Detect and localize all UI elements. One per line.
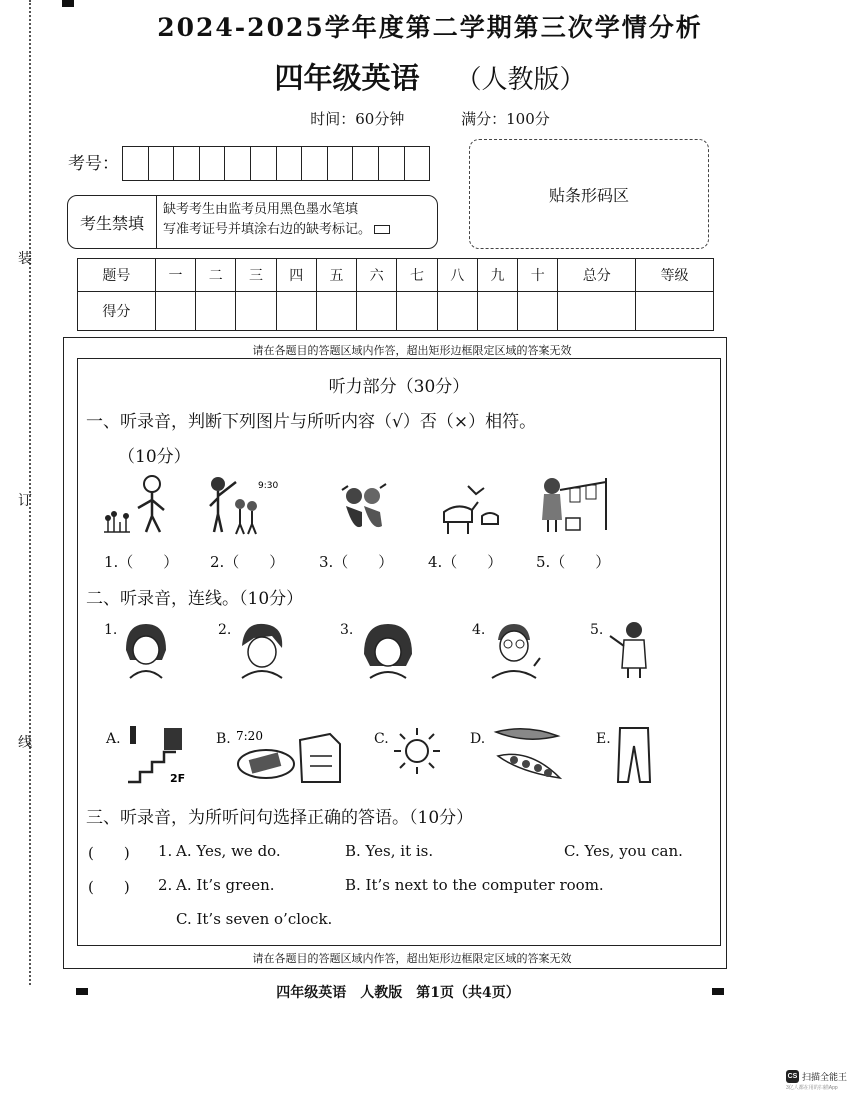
exam-id-digit-box[interactable]	[149, 147, 175, 180]
q1-clock-label: 9:30	[258, 481, 279, 491]
q2-number-2: 2.	[218, 622, 232, 638]
exam-id-digit-box[interactable]	[328, 147, 354, 180]
score-header-cell: 一	[155, 259, 195, 292]
q1-picture-3-children	[336, 482, 392, 534]
q2-letter-c: C.	[374, 731, 389, 747]
q2-choice-b-breakfast[interactable]	[236, 726, 348, 784]
scanner-watermark	[786, 1070, 847, 1083]
q3-row2-option-b[interactable]: B. It’s next to the computer room.	[345, 876, 604, 894]
answer-notice-bottom: 请在各题目的答题区域内作答，超出矩形边框限定区域的答案无效	[252, 952, 572, 965]
q1-picture-1-gardening	[100, 472, 180, 536]
q1-picture-2-clock-time	[206, 474, 290, 536]
q3-row1-number: 1.	[158, 842, 173, 860]
q2-letter-d: D.	[470, 731, 486, 747]
score-row-label: 得分	[78, 292, 156, 331]
q3-row1-option-a[interactable]: A. Yes, we do.	[176, 842, 281, 860]
q3-row1-blank[interactable]: ( )	[88, 844, 130, 862]
score-cell[interactable]	[316, 292, 356, 331]
q3-row2-option-a[interactable]: A. It’s green.	[176, 876, 275, 894]
exam-id-digit-box[interactable]	[123, 147, 149, 180]
score-header-cell: 六	[357, 259, 397, 292]
score-cell[interactable]	[397, 292, 437, 331]
exam-title: 2024-2025学年度第二学期第三次学情分析	[157, 13, 703, 42]
forbidden-line-1: 缺考考生由监考员用黑色墨水笔填	[163, 202, 359, 217]
q1-title: 一、听录音，判断下列图片与所听内容（√）否（×）相符。	[86, 412, 537, 432]
exam-id-digit-box[interactable]	[302, 147, 328, 180]
q1-answer-4[interactable]: 4.（ ）	[428, 553, 503, 571]
q2-letter-e: E.	[596, 731, 611, 747]
q2-letter-b: B.	[216, 731, 231, 747]
scanner-name: 扫描全能王	[802, 1072, 848, 1082]
candidate-forbidden-box	[67, 195, 438, 249]
exam-id-digit-box[interactable]	[353, 147, 379, 180]
binding-mark-ding: 订	[18, 493, 32, 509]
score-cell[interactable]	[276, 292, 316, 331]
q3-row1-option-c[interactable]: C. Yes, you can.	[564, 842, 683, 860]
exam-id-digit-box[interactable]	[174, 147, 200, 180]
barcode-label: 贴条形码区	[548, 185, 629, 205]
page-footer: 四年级英语 人教版 第1页（共4页）	[276, 985, 520, 1001]
score-cell[interactable]	[437, 292, 477, 331]
score-cell[interactable]	[155, 292, 195, 331]
q2-number-5: 5.	[590, 622, 604, 638]
score-table-score-row	[78, 292, 714, 331]
full-score: 满分：100分	[461, 110, 550, 128]
listening-section-title: 听力部分（30分）	[328, 377, 470, 397]
q2-picture-5-boy-pointing[interactable]	[604, 618, 656, 680]
score-cell[interactable]	[196, 292, 236, 331]
score-header-cell: 题号	[78, 259, 156, 292]
q1-answer-1[interactable]: 1.（ ）	[104, 553, 179, 571]
q3-row2-blank[interactable]: ( )	[88, 878, 130, 896]
score-table	[77, 258, 714, 331]
score-cell[interactable]	[357, 292, 397, 331]
q2-choice-e-pants[interactable]	[614, 724, 654, 786]
score-header-cell: 五	[316, 259, 356, 292]
q1-points: （10分）	[118, 447, 191, 467]
forbidden-label: 考生禁填	[68, 196, 157, 248]
exam-id-digit-box[interactable]	[200, 147, 226, 180]
exam-id-boxes[interactable]	[122, 146, 430, 181]
barcode-area	[469, 139, 709, 249]
exam-id-digit-box[interactable]	[251, 147, 277, 180]
q2-floor-label: 2F	[170, 772, 186, 785]
score-cell[interactable]	[636, 292, 714, 331]
score-header-cell: 二	[196, 259, 236, 292]
q2-picture-3-girl-smiling[interactable]	[358, 620, 418, 680]
q2-picture-4-boy-glasses[interactable]	[486, 620, 542, 680]
q3-row2-number: 2.	[158, 876, 173, 894]
q2-number-3: 3.	[340, 622, 354, 638]
forbidden-line-2: 写准考证号并填涂右边的缺考标记。	[163, 220, 390, 240]
q2-number-4: 4.	[472, 622, 486, 638]
binding-mark-xian: 线	[18, 735, 32, 751]
score-cell[interactable]	[477, 292, 517, 331]
score-cell[interactable]	[558, 292, 636, 331]
exam-id-digit-box[interactable]	[405, 147, 430, 180]
exam-id-label: 考号：	[68, 154, 119, 174]
score-header-cell: 等级	[636, 259, 714, 292]
score-cell[interactable]	[236, 292, 276, 331]
score-header-cell: 八	[437, 259, 477, 292]
q1-answer-2[interactable]: 2.（ ）	[210, 553, 285, 571]
exam-time: 时间：60分钟	[310, 110, 405, 128]
score-header-cell: 七	[397, 259, 437, 292]
exam-id-digit-box[interactable]	[277, 147, 303, 180]
subject-name: 四年级英语	[274, 61, 420, 95]
answer-notice-top: 请在各题目的答题区域内作答，超出矩形边框限定区域的答案无效	[252, 344, 572, 357]
q1-picture-5-laundry	[540, 474, 612, 534]
q3-row3-option-c[interactable]: C. It’s seven o’clock.	[176, 910, 333, 928]
exam-id-digit-box[interactable]	[379, 147, 405, 180]
score-header-cell: 九	[477, 259, 517, 292]
q2-picture-2-boy[interactable]	[232, 620, 292, 680]
q3-title: 三、听录音，为所听问句选择正确的答语。（10分）	[86, 808, 474, 828]
exam-id-digit-box[interactable]	[225, 147, 251, 180]
q2-letter-a: A.	[106, 731, 121, 747]
scanner-tagline: 3亿人都在用的扫描App	[786, 1085, 838, 1091]
footer-mark-right	[712, 988, 724, 995]
scanner-logo-icon: CS	[786, 1070, 799, 1083]
score-table-header-row	[78, 259, 714, 292]
q2-picture-1-girl[interactable]	[118, 620, 174, 680]
binding-mark-zhuang: 装	[18, 251, 32, 267]
q1-picture-4-goats	[438, 476, 504, 536]
q2-breakfast-time: 7:20	[236, 729, 263, 743]
forbidden-instructions	[157, 196, 396, 248]
q1-answer-5[interactable]: 5.（ ）	[536, 553, 611, 571]
score-header-cell: 四	[276, 259, 316, 292]
score-header-cell: 十	[518, 259, 558, 292]
corner-mark	[62, 0, 74, 7]
score-header-cell: 三	[236, 259, 276, 292]
q3-row1-option-b[interactable]: B. Yes, it is.	[345, 842, 434, 860]
q2-title: 二、听录音，连线。（10分）	[86, 589, 304, 609]
subject-title	[0, 56, 860, 97]
score-cell[interactable]	[518, 292, 558, 331]
time-score-line	[0, 108, 860, 129]
absence-mark-box[interactable]	[374, 225, 390, 234]
score-header-cell: 总分	[558, 259, 636, 292]
q2-number-1: 1.	[104, 622, 118, 638]
edition-label: （人教版）	[455, 65, 586, 95]
q1-answer-3[interactable]: 3.（ ）	[319, 553, 394, 571]
q2-choice-c-sun[interactable]	[392, 726, 442, 776]
q2-choice-d-peas[interactable]	[490, 722, 566, 784]
q2-choice-a-stairs[interactable]	[124, 722, 186, 786]
